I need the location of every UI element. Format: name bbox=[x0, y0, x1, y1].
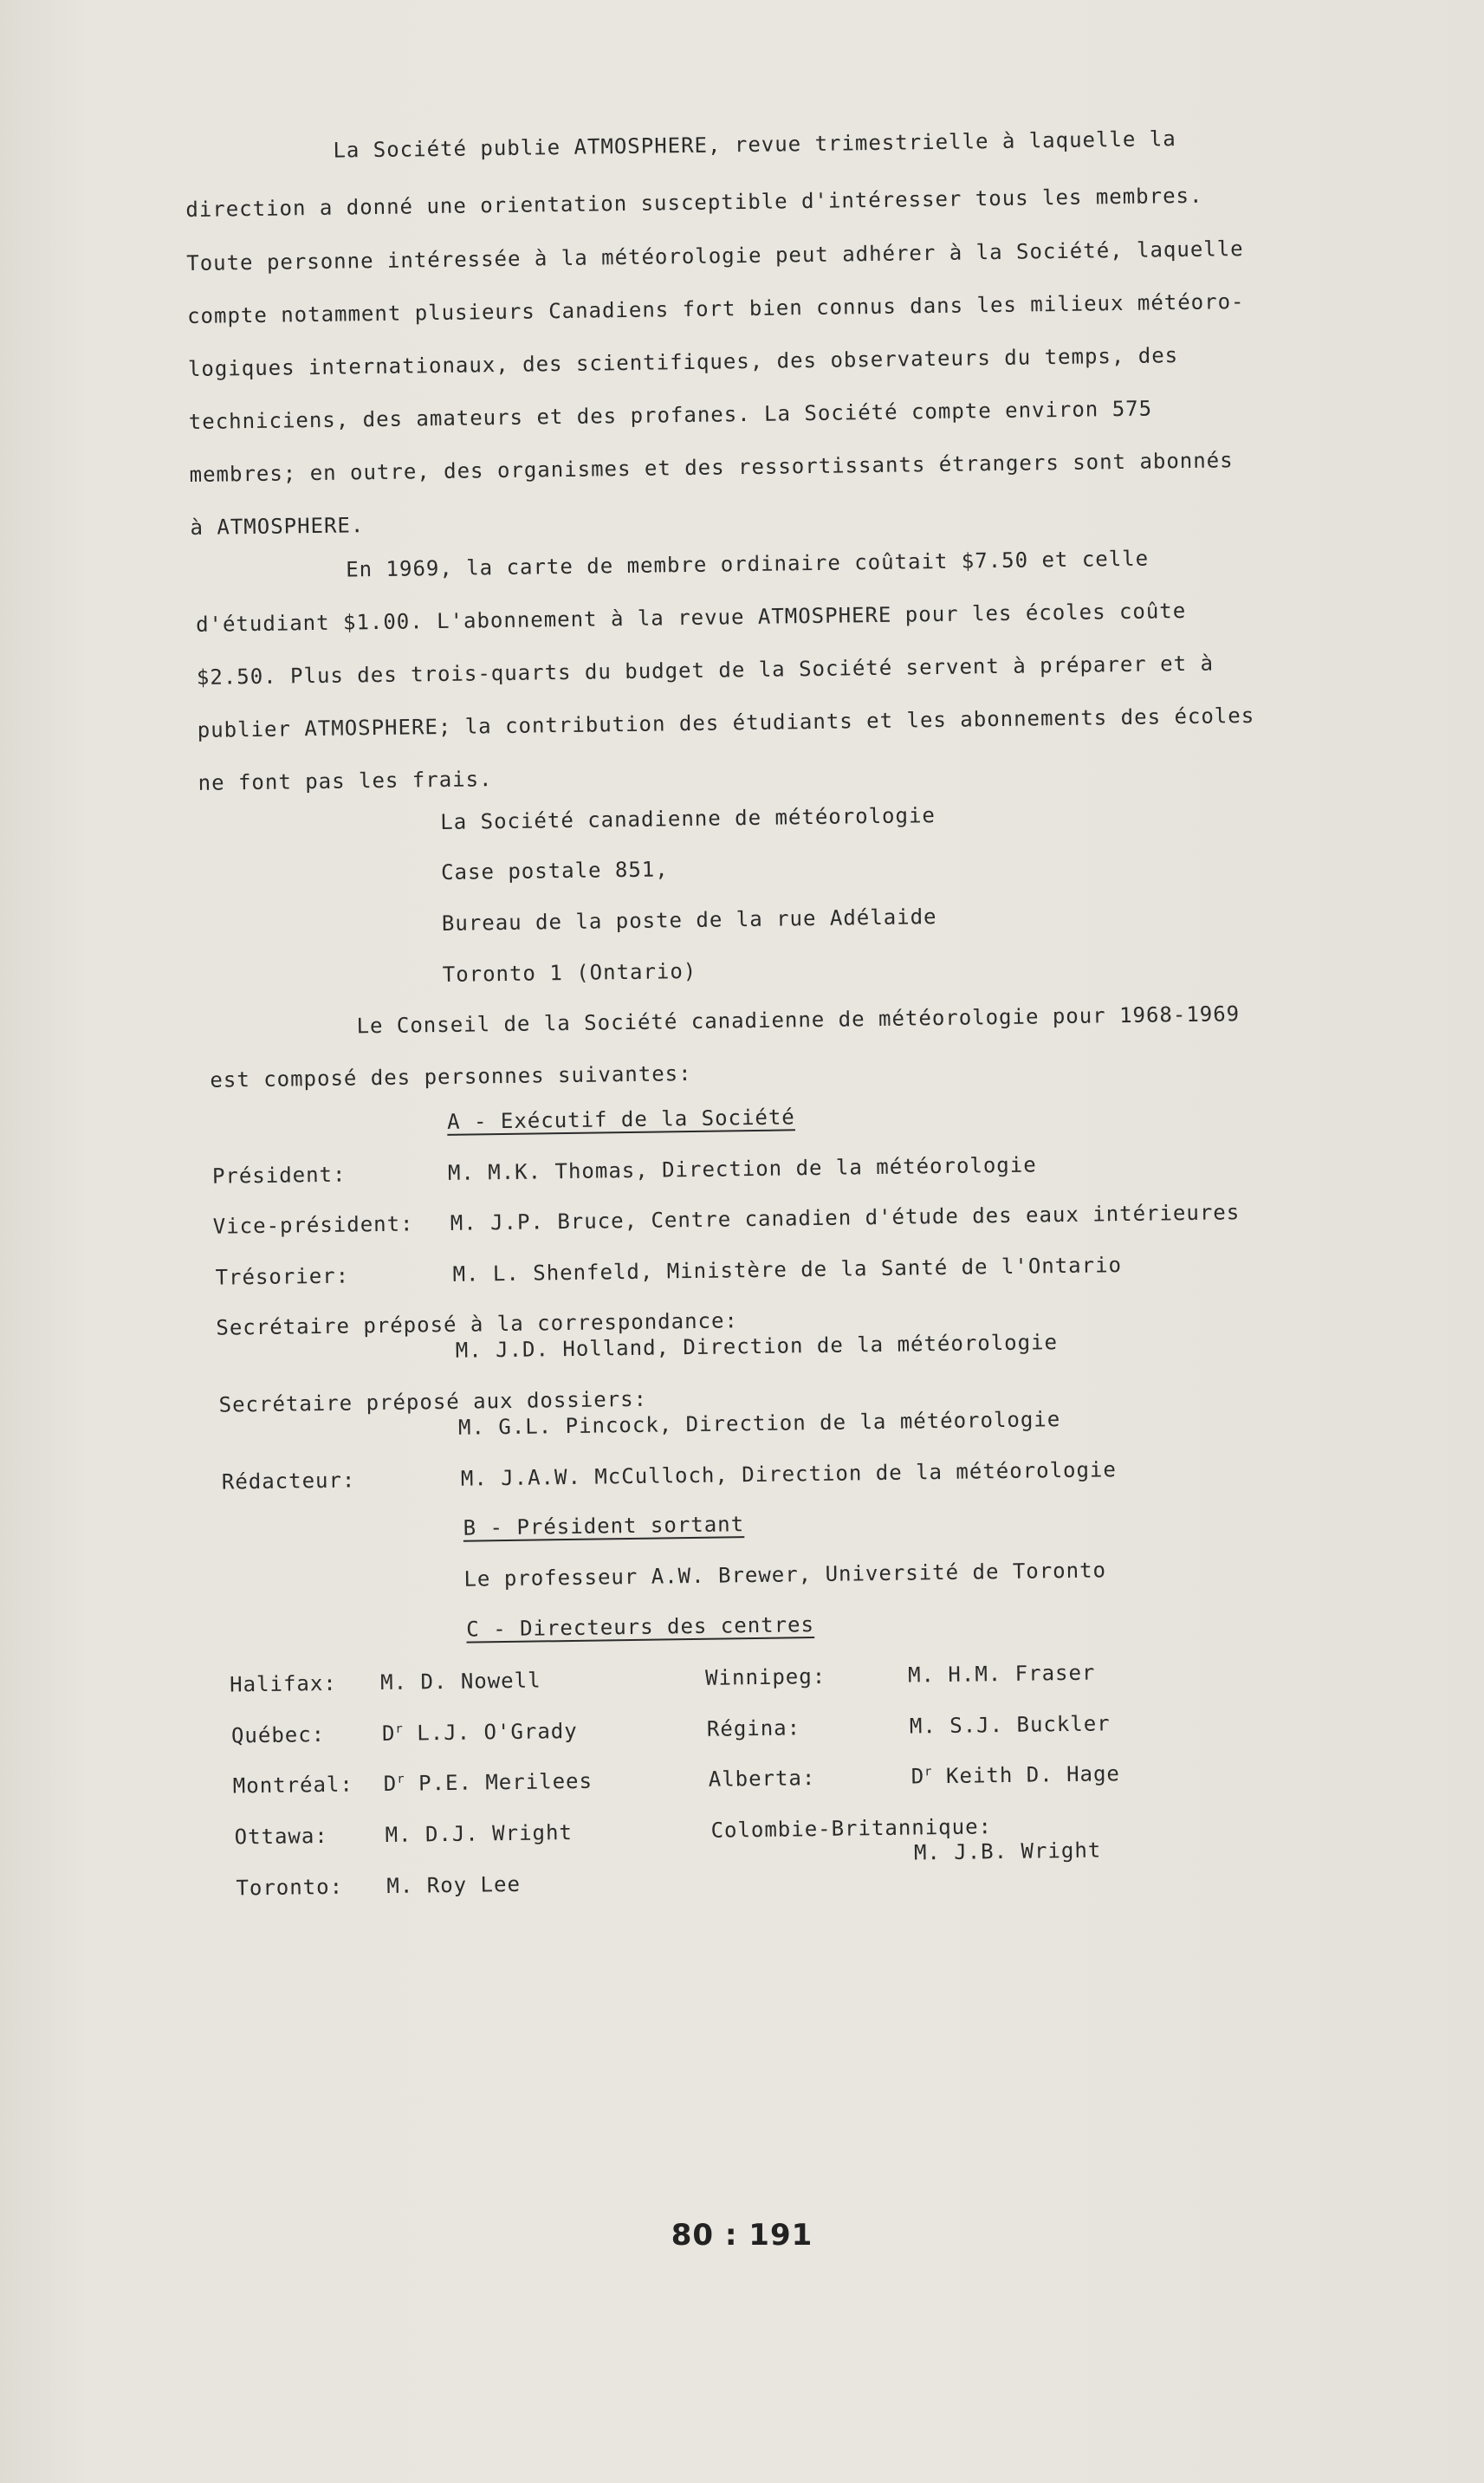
address-line: La Société canadienne de météorologie bbox=[440, 803, 936, 834]
address-line: Bureau de la poste de la rue Adélaide bbox=[441, 904, 937, 936]
outgoing-president: Le professeur A.W. Brewer, Université de Toronto bbox=[463, 1558, 1107, 1592]
role-label: Président: bbox=[211, 1162, 347, 1189]
centre-name: Alberta: bbox=[708, 1766, 816, 1792]
role-label: Secrétaire préposé aux dossiers: bbox=[218, 1386, 648, 1417]
role-label: Trésorier: bbox=[215, 1263, 350, 1290]
address-line: Case postale 851, bbox=[440, 857, 669, 885]
section-heading: A - Exécutif de la Société bbox=[446, 1105, 795, 1134]
title-sup: r bbox=[395, 1721, 404, 1736]
role-person: M. G.L. Pincock, Direction de la météorologie bbox=[457, 1407, 1061, 1440]
role-person: M. M.K. Thomas, Direction de la météorologie bbox=[447, 1152, 1037, 1185]
title-d: D bbox=[383, 1771, 398, 1797]
text-line: membres; en outre, des organismes et des ressortissants étrangers sont abonnés bbox=[189, 448, 1234, 487]
centre-director: M. H.M. Fraser bbox=[907, 1660, 1096, 1688]
role-person: M. J.A.W. McCulloch, Direction de la météorologie bbox=[460, 1457, 1118, 1491]
text-line: Toute personne intéressée à la météorologie peut adhérer à la Société, laquelle bbox=[186, 236, 1244, 276]
text-line: En 1969, la carte de membre ordinaire coûtait $7.50 et celle bbox=[346, 546, 1150, 582]
text-line: techniciens, des amateurs et des profanes. La Société compte environ 575 bbox=[188, 396, 1153, 435]
title-sup: r bbox=[924, 1765, 933, 1780]
role-label: Vice-président: bbox=[212, 1211, 414, 1239]
text-line: logiques internationaux, des scientifiques, des observateurs du temps, des bbox=[187, 343, 1179, 382]
director-name: Keith D. Hage bbox=[945, 1761, 1121, 1788]
section-heading: C - Directeurs des centres bbox=[466, 1612, 815, 1642]
text-line: compte notamment plusieurs Canadiens fort bien connus dans les milieux météoro- bbox=[186, 288, 1245, 329]
director-name: P.E. Merilees bbox=[418, 1768, 593, 1796]
text-line: Le Conseil de la Société canadienne de météorologie pour 1968-1969 bbox=[356, 1002, 1241, 1039]
text-line: à ATMOSPHERE. bbox=[190, 513, 365, 540]
text-line: d'étudiant $1.00. L'abonnement à la revue ATMOSPHERE pour les écoles coûte bbox=[195, 598, 1187, 637]
text-line: publier ATMOSPHERE; la contribution des étudiants et les abonnements des écoles bbox=[197, 703, 1255, 742]
address-line: Toronto 1 (Ontario) bbox=[442, 958, 697, 987]
centre-name: Régina: bbox=[706, 1715, 801, 1741]
centre-director bbox=[911, 1761, 1121, 1788]
page-number: 80 : 191 bbox=[671, 2218, 813, 2253]
text-line: est composé des personnes suivantes: bbox=[210, 1060, 692, 1092]
centre-director: M. J.B. Wright bbox=[913, 1838, 1102, 1865]
role-label: Secrétaire préposé à la correspondance: bbox=[216, 1308, 739, 1340]
centre-director: M. S.J. Buckler bbox=[909, 1711, 1111, 1739]
director-name: L.J. O'Grady bbox=[417, 1718, 578, 1746]
centre-name: Ottawa: bbox=[234, 1823, 328, 1850]
text-line: La Société publie ATMOSPHERE, revue trimestrielle à laquelle la bbox=[333, 126, 1176, 163]
centre-director bbox=[384, 1769, 593, 1796]
centre-name: Halifax: bbox=[229, 1670, 337, 1697]
title-d: D bbox=[381, 1721, 396, 1747]
centre-name: Winnipeg: bbox=[704, 1663, 826, 1690]
centre-name: Colombie-Britannique: bbox=[710, 1814, 993, 1843]
centre-name: Toronto: bbox=[236, 1874, 344, 1901]
text-line: $2.50. Plus des trois-quarts du budget de la Société servent à préparer et à bbox=[196, 651, 1215, 690]
section-heading: B - Président sortant bbox=[463, 1512, 745, 1540]
title-d: D bbox=[910, 1764, 925, 1789]
text-line: direction a donné une orientation susceptible d'intéresser tous les membres. bbox=[185, 183, 1203, 223]
role-label: Rédacteur: bbox=[221, 1468, 356, 1494]
centre-director: M. D.J. Wright bbox=[385, 1819, 574, 1847]
text-line: ne font pas les frais. bbox=[198, 767, 493, 795]
centre-name: Québec: bbox=[230, 1721, 326, 1748]
role-person: M. L. Shenfeld, Ministère de la Santé de l'Ontario bbox=[452, 1253, 1123, 1287]
centre-name: Montréal: bbox=[232, 1772, 354, 1799]
title-sup: r bbox=[397, 1772, 405, 1786]
centre-director: M. Roy Lee bbox=[386, 1871, 522, 1898]
role-person: M. J.P. Bruce, Centre canadien d'étude des eaux intérieures bbox=[450, 1200, 1241, 1235]
role-person: M. J.D. Holland, Direction de la météorologie bbox=[455, 1330, 1059, 1363]
centre-director: M. D. Nowell bbox=[379, 1668, 541, 1695]
centre-director bbox=[382, 1719, 578, 1746]
